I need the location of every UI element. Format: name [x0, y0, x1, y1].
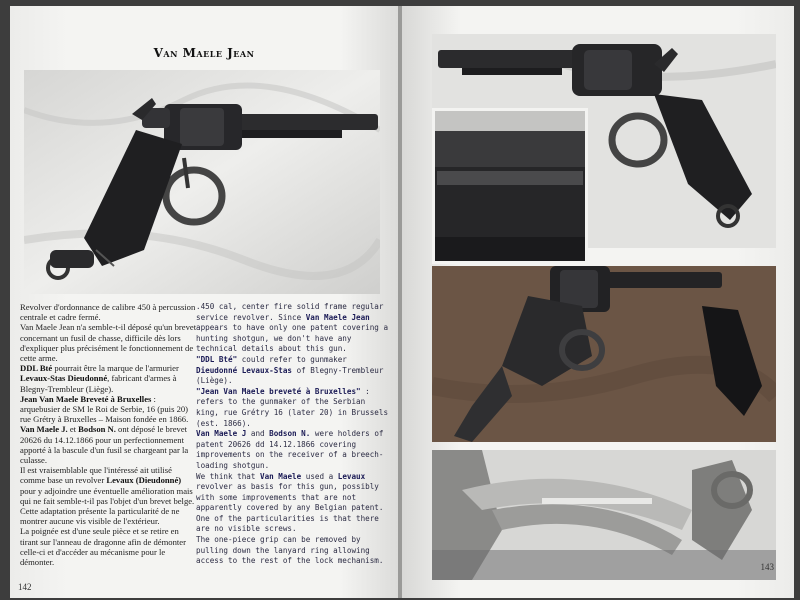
fr-paragraph: Van Maele Jean n'a semble-t-il déposé qu'un brevet concernant un fusil de chasse, difficile dès lors d'expliquer plus précisément le fonctionnement de cette arme. — [20, 322, 197, 364]
en-bold-term: "DDL Bté" — [196, 354, 238, 364]
en-paragraph: The one-piece grip can be removed by pulling down the lanyard ring allowing access to the rest of the lock mechanism. — [196, 535, 384, 566]
page-title: Van Maele Jean — [153, 46, 255, 60]
en-text: We think that — [196, 471, 261, 481]
en-paragraph: One of the particularities is that there are no visible screws. — [196, 513, 379, 534]
en-text: were holders of patent 20626 dd 14.12.1866 covering improvements on the receiver of a breech-loading shotgun. — [196, 429, 384, 470]
en-text: used a — [301, 471, 338, 481]
en-bold-term: Van Maele J — [196, 429, 247, 439]
en-text: : refers to the gunmaker of the Serbian king, rue Grétry 16 (later 20) in Brussels (est. 1866). — [196, 386, 389, 428]
fr-text: pour y adjoindre une éventuelle amélioration mais qui ne fait semble-t-il pas l'objet d'un brevet belge. — [20, 485, 195, 506]
fr-text: pourrait être la marque de l'armurier — [52, 363, 179, 374]
fr-bold-term: Levaux-Stas Dieudonné — [20, 373, 108, 384]
fr-text: , fabricant d'armes à Blegny-Trembleur (Liège). — [20, 373, 177, 394]
en-text: appears to have only one patent covering a hunting shotgun, we don't have any technical details about this gun. — [196, 323, 389, 354]
fr-bold-term: Jean Van Maele Breveté à Bruxelles — [20, 393, 152, 404]
lock-mechanism-closeup-photo — [432, 450, 776, 580]
en-text: and — [246, 429, 270, 439]
en-text: of Blegny-Trembleur (Liège). — [196, 365, 384, 386]
right-page — [402, 6, 794, 598]
en-text: .450 cal, center fire solid frame regular service revolver. Since — [196, 302, 384, 322]
french-description — [20, 302, 198, 567]
fr-bold-term: Levaux (Dieudonné) — [106, 475, 182, 486]
fr-paragraph: Revolver d'ordonnance de calibre 450 à percussion centrale et cadre fermé. — [20, 302, 196, 323]
fr-text: Il est vraisemblable que l'intéressé ait utilisé comme base un revolver — [20, 465, 172, 486]
revolver-photo — [24, 70, 380, 294]
en-bold-term: Van Maele — [260, 471, 302, 481]
en-bold-term: Van Maele Jean — [305, 312, 370, 322]
en-bold-term: Levaux — [337, 471, 366, 481]
english-description — [196, 302, 392, 567]
en-text: could refer to gunmaker — [237, 354, 347, 364]
en-bold-term: Dieudonné Levaux-Stas — [196, 365, 293, 375]
en-bold-term: "Jean Van Maele breveté à Bruxelles" — [196, 386, 361, 396]
page-number: 142 — [18, 582, 32, 592]
fr-text: et — [67, 424, 79, 435]
fr-bold-term: Van Maele J. — [20, 424, 68, 435]
en-bold-term: Bodson N. — [269, 429, 311, 439]
fr-bold-term: DDL Bté — [20, 363, 53, 374]
fr-text: ont déposé le brevet 20626 du 14.12.1866 pour un perfectionnement apporté à la bascule d'un fusil se chargeant par la culasse. — [20, 424, 189, 466]
fr-text: : arquebusier de SM le Roi de Serbie, 16 (puis 20) rue Grétry à Bruxelles – Maison fondée en 1866. — [20, 393, 189, 425]
fr-paragraph: La poignée est d'une seule pièce et se retire en tirant sur l'anneau de dragonne afin de démonter celle-ci et d'accéder au mécanisme pour le démonter. — [20, 526, 186, 568]
fr-paragraph: Cette adaptation présente la particularité de ne montrer aucune vis visible de l'extérieur. — [20, 506, 180, 527]
en-text: revolver as basis for this gun, possibly with some improvements that are not apparently covered by any Belgian patent. — [196, 482, 384, 513]
barrel-marking-closeup-photo — [432, 108, 588, 264]
page-number: 143 — [760, 562, 774, 572]
disassembled-revolver-photo — [432, 266, 776, 442]
fr-bold-term: Bodson N. — [78, 424, 116, 435]
left-page — [10, 6, 398, 598]
